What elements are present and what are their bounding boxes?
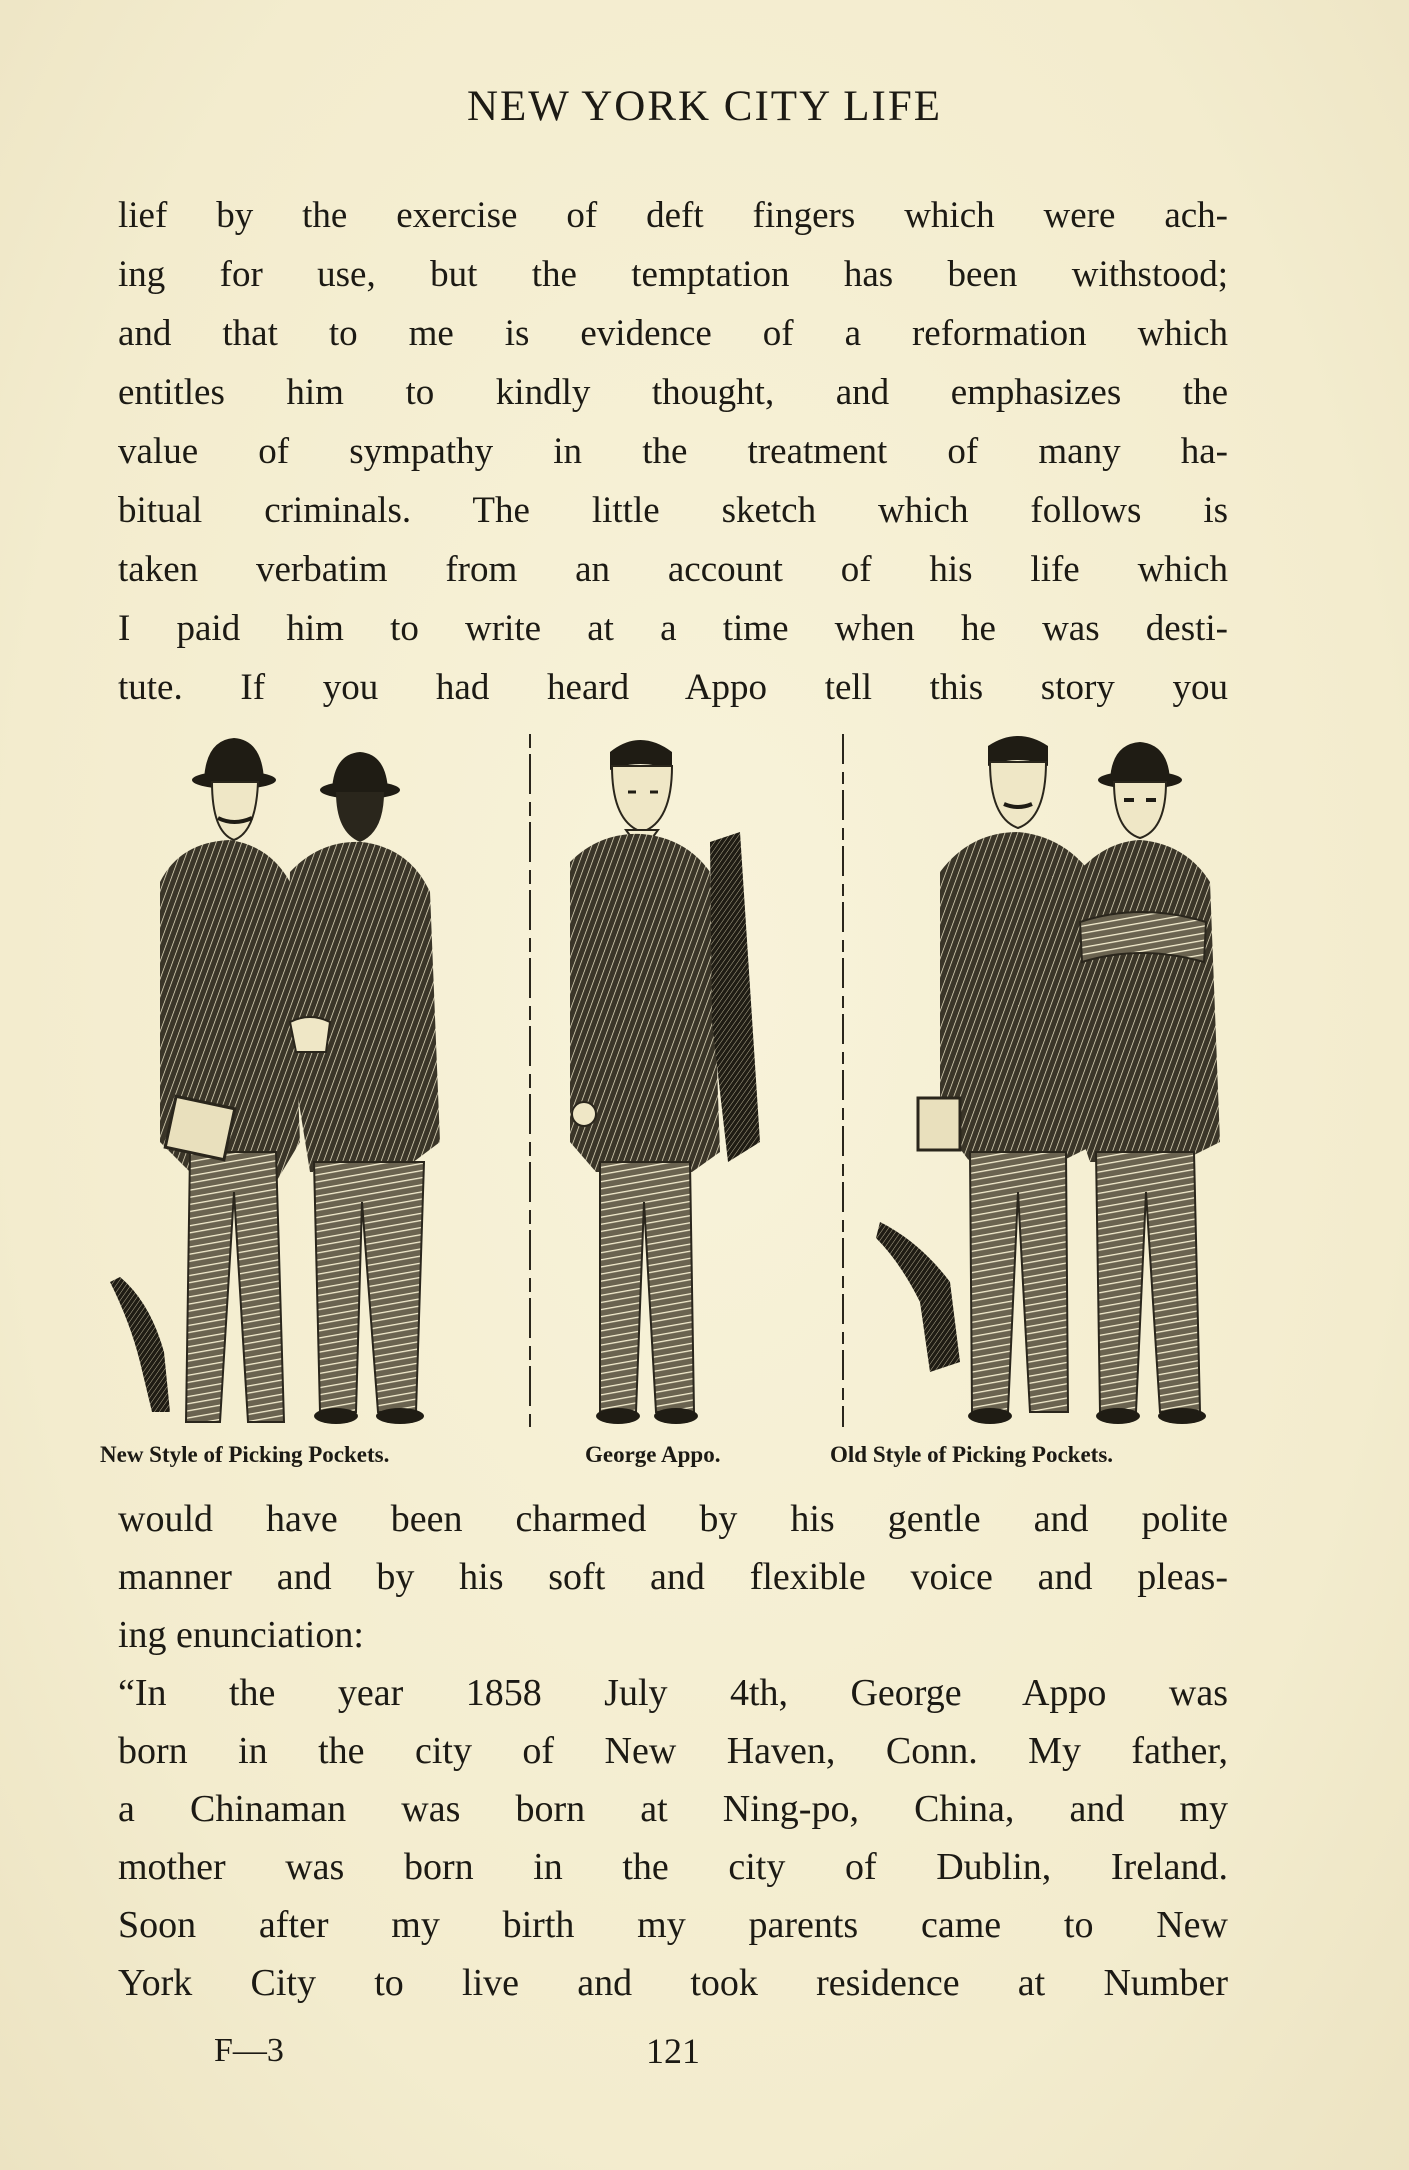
text-line: and that to me is evidence of a reformation which (118, 313, 1228, 354)
text-line: Soon after my birth my parents came to New (118, 1904, 1228, 1946)
text-line: would have been charmed by his gentle and polite (118, 1498, 1228, 1540)
signature-mark: F—3 (214, 2032, 284, 2069)
caption-george-appo: George Appo. (585, 1442, 721, 1467)
figure-old-style-right (1070, 742, 1220, 1424)
text-line: I paid him to write at a time when he was desti- (118, 608, 1228, 649)
engraving-illustration (100, 722, 1240, 1432)
figure-george-appo (570, 740, 760, 1424)
text-line: ing for use, but the temptation has been withstood; (118, 254, 1228, 295)
caption-new-style: New Style of Picking Pockets. (100, 1442, 390, 1467)
text-line: lief by the exercise of deft fingers which were ach- (118, 195, 1228, 236)
text-line: manner and by his soft and flexible voice and pleas- (118, 1556, 1228, 1598)
caption-old-style: Old Style of Picking Pockets. (830, 1442, 1114, 1467)
text-line: entitles him to kindly thought, and emphasizes the (118, 372, 1228, 413)
text-line: tute. If you had heard Appo tell this story you (118, 667, 1228, 708)
text-line: mother was born in the city of Dublin, Ireland. (118, 1846, 1228, 1888)
text-line: bitual criminals. The little sketch which follows is (118, 490, 1228, 531)
figure-new-style-left (110, 738, 300, 1422)
figure-new-style-right (286, 752, 440, 1424)
text-line: taken verbatim from an account of his life which (118, 549, 1228, 590)
paragraph-bottom (118, 1490, 1228, 2012)
text-line: a Chinaman was born at Ning-po, China, and my (118, 1788, 1228, 1830)
text-line: York City to live and took residence at Number (118, 1962, 1228, 2004)
text-line: “In the year 1858 July 4th, George Appo was (118, 1672, 1228, 1714)
text-line: ing enunciation: (118, 1614, 364, 1656)
figure-old-style-left (876, 736, 1100, 1424)
paragraph-top (118, 186, 1228, 717)
running-head: NEW YORK CITY LIFE (466, 83, 943, 130)
page-number: 121 (646, 2031, 700, 2071)
text-line: born in the city of New Haven, Conn. My father, (118, 1730, 1228, 1772)
text-line: value of sympathy in the treatment of many ha- (118, 431, 1228, 472)
